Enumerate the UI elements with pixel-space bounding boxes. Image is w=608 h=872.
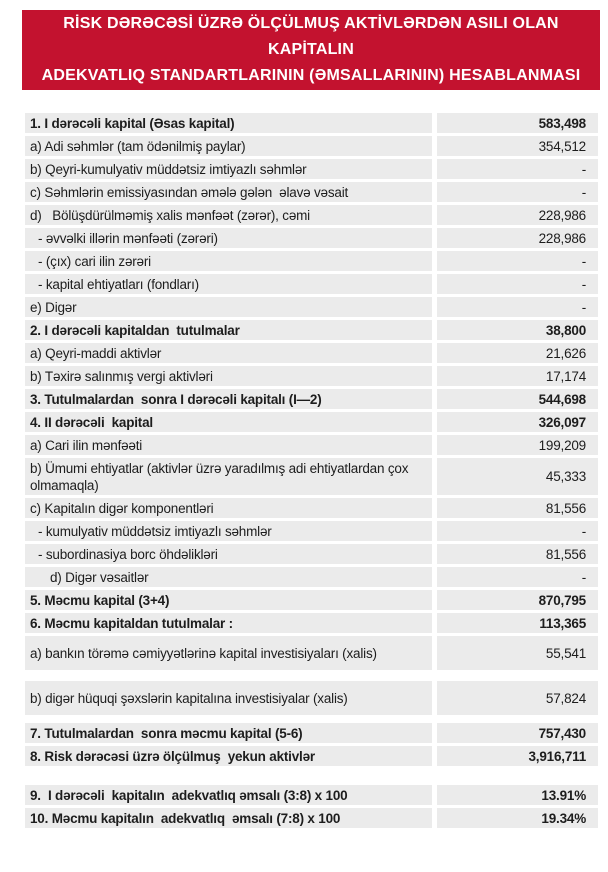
table-row <box>25 366 598 386</box>
row-value: - <box>437 567 598 587</box>
row-value: 757,430 <box>437 723 598 743</box>
table-row <box>25 498 598 518</box>
row-label: 9. I dərəcəli kapitalın adekvatlıq əmsalı (3:8) x 100 <box>25 785 432 805</box>
table-row <box>25 785 598 805</box>
row-value: 544,698 <box>437 389 598 409</box>
row-label: - subordinasiya borc öhdəlikləri <box>25 544 432 564</box>
row-value: - <box>437 274 598 294</box>
row-value: 17,174 <box>437 366 598 386</box>
row-label: 1. I dərəcəli kapital (Əsas kapital) <box>25 113 432 133</box>
row-label: c) Səhmlərin emissiyasından əmələ gələn əlavə vəsait <box>25 182 432 202</box>
table-row <box>25 113 598 133</box>
row-label: 7. Tutulmalardan sonra məcmu kapital (5-6) <box>25 723 432 743</box>
table-row <box>25 274 598 294</box>
table-row <box>25 521 598 541</box>
table-row <box>25 544 598 564</box>
row-value: 354,512 <box>437 136 598 156</box>
row-label: b) Təxirə salınmış vergi aktivləri <box>25 366 432 386</box>
row-value: 870,795 <box>437 590 598 610</box>
row-value: - <box>437 182 598 202</box>
row-label: a) bankın törəmə cəmiyyətlərinə kapital investisiyaları (xalis) <box>25 636 432 670</box>
row-value: 113,365 <box>437 613 598 633</box>
row-label: 8. Risk dərəcəsi üzrə ölçülmuş yekun aktivlər <box>25 746 432 766</box>
table-row <box>25 136 598 156</box>
row-label: 10. Məcmu kapitalın adekvatlıq əmsalı (7:8) x 100 <box>25 808 432 828</box>
row-label: d) Digər vəsaitlər <box>25 567 432 587</box>
row-value: 19.34% <box>437 808 598 828</box>
table-row <box>25 412 598 432</box>
row-value: 228,986 <box>437 205 598 225</box>
report-title-banner <box>22 10 600 90</box>
row-value: 13.91% <box>437 785 598 805</box>
page <box>0 10 608 828</box>
row-label: 4. II dərəcəli kapital <box>25 412 432 432</box>
row-value: 326,097 <box>437 412 598 432</box>
row-label: 5. Məcmu kapital (3+4) <box>25 590 432 610</box>
row-label: d) Bölüşdürülməmiş xalis mənfəət (zərər), cəmi <box>25 205 432 225</box>
row-value: - <box>437 251 598 271</box>
row-label: a) Qeyri-maddi aktivlər <box>25 343 432 363</box>
table-row <box>25 389 598 409</box>
row-label: - (çıx) cari ilin zərəri <box>25 251 432 271</box>
row-label: c) Kapitalın digər komponentləri <box>25 498 432 518</box>
table-row <box>25 746 598 766</box>
row-label: b) Ümumi ehtiyatlar (aktivlər üzrə yaradılmış adi ehtiyatlardan çox olmamaqla) <box>25 458 432 495</box>
row-label: - kumulyativ müddətsiz imtiyazlı səhmlər <box>25 521 432 541</box>
table-row <box>25 251 598 271</box>
table-row <box>25 808 598 828</box>
table-row <box>25 636 598 670</box>
report-title-line-1: RİSK DƏRƏCƏSİ ÜZRƏ ÖLÇÜLMUŞ AKTİVLƏRDƏN ASILI OLAN KAPİTALIN <box>63 15 559 58</box>
row-label: e) Digər <box>25 297 432 317</box>
row-label: 3. Tutulmalardan sonra I dərəcəli kapitalı (I—2) <box>25 389 432 409</box>
table-row <box>25 228 598 248</box>
row-value: - <box>437 297 598 317</box>
row-label: a) Adi səhmlər (tam ödənilmiş paylar) <box>25 136 432 156</box>
row-value: 55,541 <box>437 636 598 670</box>
table-row <box>25 205 598 225</box>
row-value: 199,209 <box>437 435 598 455</box>
row-value: 21,626 <box>437 343 598 363</box>
row-value: 583,498 <box>437 113 598 133</box>
row-value: 81,556 <box>437 544 598 564</box>
row-value: - <box>437 521 598 541</box>
row-value: 45,333 <box>437 458 598 495</box>
row-label: - əvvəlki illərin mənfəəti (zərəri) <box>25 228 432 248</box>
row-value: 81,556 <box>437 498 598 518</box>
row-value: - <box>437 159 598 179</box>
row-value: 57,824 <box>437 681 598 715</box>
table-row <box>25 458 598 495</box>
row-label: b) digər hüquqi şəxslərin kapitalına investisiyalar (xalis) <box>25 681 432 715</box>
table-row <box>25 681 598 715</box>
report-title-line-2: ADEKVATLIQ STANDARTLARININ (ƏMSALLARININ) HESABLANMASI <box>41 67 581 84</box>
table-row <box>25 723 598 743</box>
row-label: 6. Məcmu kapitaldan tutulmalar : <box>25 613 432 633</box>
table-row <box>25 343 598 363</box>
row-value: 228,986 <box>437 228 598 248</box>
table-row <box>25 297 598 317</box>
row-value: 3,916,711 <box>437 746 598 766</box>
row-label: 2. I dərəcəli kapitaldan tutulmalar <box>25 320 432 340</box>
row-value: 38,800 <box>437 320 598 340</box>
table-row <box>25 159 598 179</box>
table-row <box>25 182 598 202</box>
table-row <box>25 435 598 455</box>
row-label: a) Cari ilin mənfəəti <box>25 435 432 455</box>
table-row <box>25 590 598 610</box>
row-label: - kapital ehtiyatları (fondları) <box>25 274 432 294</box>
row-label: b) Qeyri-kumulyativ müddətsiz imtiyazlı səhmlər <box>25 159 432 179</box>
table-row <box>25 320 598 340</box>
table-row <box>25 567 598 587</box>
table-row <box>25 613 598 633</box>
capital-adequacy-table <box>25 113 598 828</box>
